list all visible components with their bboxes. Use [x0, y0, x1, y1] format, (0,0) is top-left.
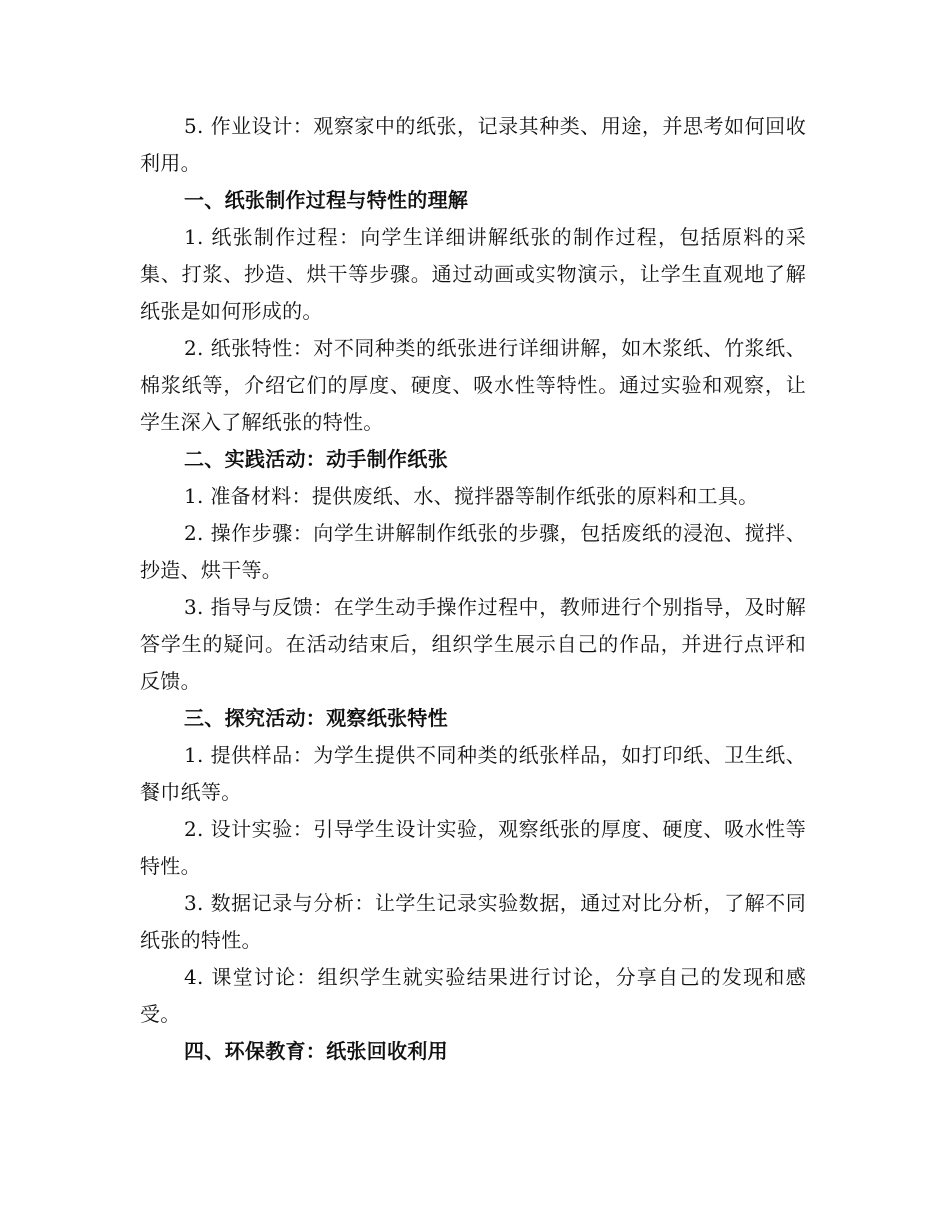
paragraph-operation-steps: 2. 操作步骤：向学生讲解制作纸张的步骤，包括废纸的浸泡、搅拌、抄造、烘干等。	[140, 521, 806, 582]
section-heading-4: 四、环保教育：纸张回收利用	[184, 1039, 448, 1063]
section-heading-3: 三、探究活动：观察纸张特性	[184, 706, 448, 730]
paragraph-prepare-materials: 1. 准备材料：提供废纸、水、搅拌器等制作纸张的原料和工具。	[184, 484, 759, 508]
section-heading-1: 一、纸张制作过程与特性的理解	[184, 188, 469, 212]
paragraph-paper-properties: 2. 纸张特性：对不同种类的纸张进行详细讲解，如木浆纸、竹浆纸、棉浆纸等，介绍它们的厚度、硬度、吸水性等特性。通过实验和观察，让学生深入了解纸张的特性。	[140, 336, 806, 434]
paragraph-data-analysis: 3. 数据记录与分析：让学生记录实验数据，通过对比分析，了解不同纸张的特性。	[140, 891, 806, 952]
document-body	[140, 108, 806, 1070]
paragraph-paper-making-process: 1. 纸张制作过程：向学生详细讲解纸张的制作过程，包括原料的采集、打浆、抄造、烘干等步骤。通过动画或实物演示，让学生直观地了解纸张是如何形成的。	[140, 225, 806, 323]
paragraph-homework-design: 5. 作业设计：观察家中的纸张，记录其种类、用途，并思考如何回收利用。	[140, 114, 806, 175]
paragraph-guidance-feedback: 3. 指导与反馈：在学生动手操作过程中，教师进行个别指导，及时解答学生的疑问。在活动结束后，组织学生展示自己的作品，并进行点评和反馈。	[140, 595, 806, 693]
paragraph-provide-samples: 1. 提供样品：为学生提供不同种类的纸张样品，如打印纸、卫生纸、餐巾纸等。	[140, 743, 806, 804]
section-heading-2: 二、实践活动：动手制作纸张	[184, 447, 448, 471]
paragraph-design-experiment: 2. 设计实验：引导学生设计实验，观察纸张的厚度、硬度、吸水性等特性。	[140, 817, 806, 878]
paragraph-class-discussion: 4. 课堂讨论：组织学生就实验结果进行讨论，分享自己的发现和感受。	[140, 965, 806, 1026]
